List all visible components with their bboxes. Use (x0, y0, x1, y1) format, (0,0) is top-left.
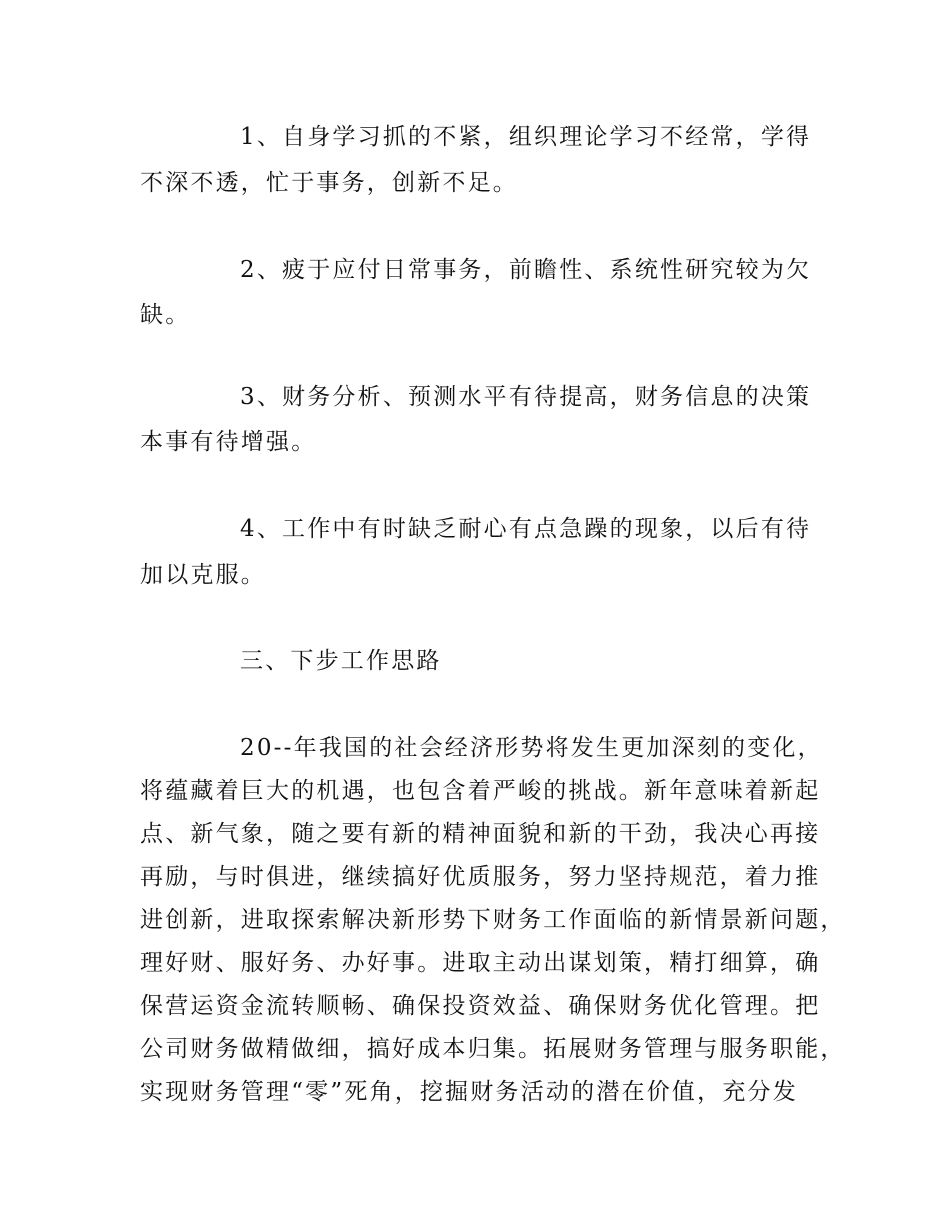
paragraph-line-2: 将蕴藏着巨大的机遇，也包含着严峻的挑战。新年意味着新起 (140, 778, 821, 804)
section-heading: 三、下步工作思路 (240, 648, 442, 674)
item-4-line-2: 加以克服。 (140, 562, 266, 588)
paragraph-line-4: 再励，与时俱进，继续搞好优质服务，努力坚持规范，着力推 (140, 864, 821, 890)
item-3-line-2: 本事有待增强。 (140, 429, 317, 455)
item-1-line-2: 不深不透，忙于事务，创新不足。 (140, 170, 518, 196)
paragraph-line-7: 保营运资金流转顺畅、确保投资效益、确保财务优化管理。把 (140, 993, 821, 1019)
paragraph-line-1: 20--年我国的社会经济形势将发生更加深刻的变化， (240, 735, 823, 761)
paragraph-line-9: 实现财务管理“零”死角，挖掘财务活动的潜在价值，充分发 (140, 1079, 798, 1105)
paragraph-line-6: 理好财、服好务、办好事。进取主动出谋划策，精打细算，确 (140, 950, 821, 976)
item-2-line-1: 2、疲于应付日常事务，前瞻性、系统性研究较为欠 (240, 257, 812, 283)
item-2-line-2: 缺。 (140, 302, 191, 328)
item-3-line-1: 3、财务分析、预测水平有待提高，财务信息的决策 (240, 384, 812, 410)
paragraph-line-8: 公司财务做精做细，搞好成本归集。拓展财务管理与服务职能， (140, 1036, 846, 1062)
paragraph-line-3: 点、新气象，随之要有新的精神面貌和新的干劲，我决心再接 (140, 821, 821, 847)
item-4-line-1: 4、工作中有时缺乏耐心有点急躁的现象，以后有待 (240, 516, 812, 542)
paragraph-line-5: 进创新，进取探索解决新形势下财务工作面临的新情景新问题， (140, 907, 846, 933)
item-1-line-1: 1、自身学习抓的不紧，组织理论学习不经常，学得 (240, 124, 812, 150)
